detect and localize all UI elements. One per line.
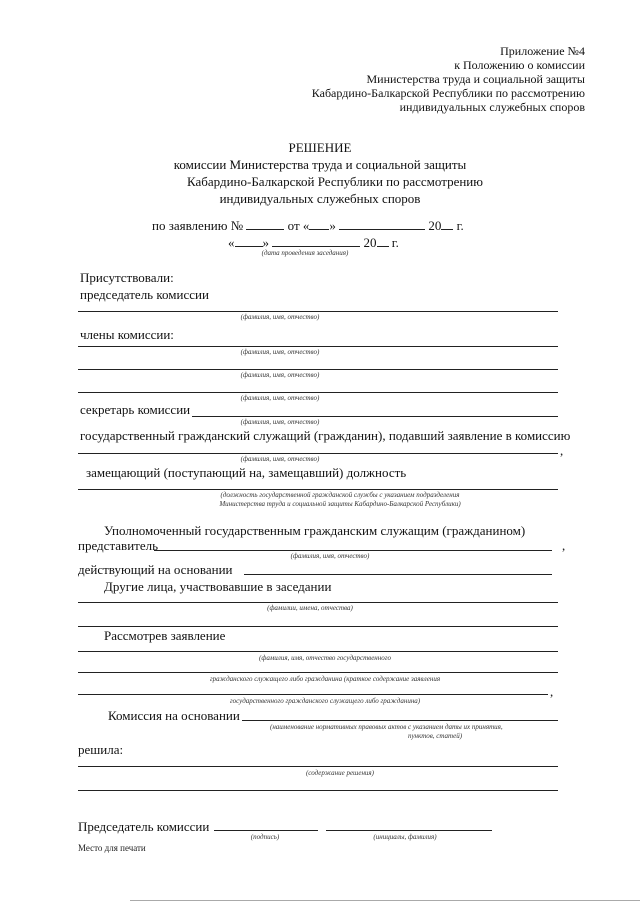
applicant-label: государственный гражданский служащий (гражданин), подавший заявление в комиссию — [80, 428, 571, 443]
consideration-hint: (фамилия, имя, отчество государственного — [259, 654, 391, 662]
application-month-field[interactable] — [339, 218, 425, 230]
signature-hint: (подпись) — [250, 833, 280, 841]
consideration-line[interactable] — [78, 651, 558, 652]
chairman-signature-label: Председатель комиссии — [78, 819, 210, 834]
from-label: от « — [287, 218, 310, 233]
fio-hint: (фамилия, имя, отчество) — [240, 455, 320, 463]
application-year-field[interactable] — [441, 218, 453, 230]
member-fio-line[interactable] — [78, 369, 558, 370]
fio-hint: (фамилия, имя, отчество) — [240, 348, 320, 356]
comma: , — [562, 538, 566, 553]
consideration-hint: государственного гражданского служащего либо гражданина) — [229, 697, 421, 705]
year-prefix: 20 — [428, 218, 442, 233]
comma: , — [550, 684, 554, 699]
appendix-line: к Положению о комиссии — [454, 58, 585, 72]
representative-label: Уполномоченный государственным гражданским служащим (гражданином) — [104, 523, 526, 538]
initials-line[interactable] — [326, 830, 492, 831]
decision-label: решила: — [78, 742, 124, 757]
application-line — [152, 218, 464, 233]
position-label: замещающий (поступающий на, замещавший) должность — [86, 465, 407, 480]
appendix-header — [312, 44, 585, 114]
secretary-label: секретарь комиссии — [80, 402, 191, 417]
footer-divider — [130, 900, 640, 901]
quote-open: « — [228, 235, 235, 250]
title-line: Кабардино-Балкарской Республики по рассмотрению — [187, 174, 483, 189]
chairman-fio-line[interactable] — [78, 311, 558, 312]
appendix-line: Министерства труда и социальной защиты — [366, 72, 585, 86]
appendix-line: Кабардино-Балкарской Республики по рассмотрению — [311, 86, 585, 100]
appendix-line: индивидуальных служебных споров — [399, 100, 585, 114]
position-hint: (должность государственной гражданской службы с указанием подразделения — [220, 491, 460, 499]
fio-hint: (фамилия, имя, отчество) — [240, 394, 320, 402]
commission-basis-line[interactable] — [242, 720, 558, 721]
member-fio-line[interactable] — [78, 392, 558, 393]
application-day-field[interactable] — [309, 218, 329, 230]
others-line[interactable] — [78, 602, 558, 603]
meeting-month-field[interactable] — [272, 235, 360, 247]
members-label: члены комиссии: — [80, 327, 174, 342]
document-title: РЕШЕНИЕ — [288, 140, 352, 155]
stamp-place: Место для печати — [78, 843, 146, 853]
quote-close: » — [262, 235, 269, 250]
title-line: индивидуальных служебных споров — [219, 191, 421, 206]
title-line: комиссии Министерства труда и социальной защиты — [173, 157, 467, 172]
secretary-fio-line[interactable] — [192, 416, 558, 417]
basis-hint: пунктов, статей) — [407, 732, 463, 740]
acting-basis-label: действующий на основании — [78, 562, 233, 577]
year-suffix: г. — [456, 218, 464, 233]
representative-fio-line[interactable] — [154, 550, 552, 551]
application-number-field[interactable] — [246, 218, 284, 230]
consideration-line[interactable] — [78, 694, 548, 695]
meeting-year-field[interactable] — [377, 235, 389, 247]
fio-hint: (фамилия, имя, отчество) — [290, 552, 370, 560]
member-fio-line[interactable] — [78, 346, 558, 347]
commission-basis-label: Комиссия на основании — [108, 708, 240, 723]
applicant-fio-line[interactable] — [78, 453, 558, 454]
position-line[interactable] — [78, 489, 558, 490]
decision-line[interactable] — [78, 790, 558, 791]
appendix-line: Приложение №4 — [500, 44, 585, 58]
decision-line[interactable] — [78, 766, 558, 767]
acting-basis-line[interactable] — [244, 574, 552, 575]
others-line[interactable] — [78, 626, 558, 627]
decision-hint: (содержание решения) — [305, 769, 375, 777]
consideration-line[interactable] — [78, 672, 558, 673]
consideration-label: Рассмотрев заявление — [104, 628, 226, 643]
others-hint: (фамилии, имена, отчества) — [267, 604, 353, 612]
representative-label-2: представитель — [78, 538, 159, 553]
quote-close: » — [329, 218, 336, 233]
application-label: по заявлению № — [152, 218, 244, 233]
others-label: Другие лица, участвовавшие в заседании — [104, 579, 332, 594]
fio-hint: (фамилия, имя, отчество) — [240, 371, 320, 379]
year-suffix: г. — [391, 235, 399, 250]
meeting-date-hint: (дата проведения заседания) — [261, 249, 349, 257]
present-label: Присутствовали: — [80, 270, 174, 285]
consideration-hint: гражданского служащего либо гражданина (краткое содержание заявления — [209, 675, 441, 683]
basis-hint: (наименование нормативных правовых актов с указанием даты их принятия, — [270, 723, 503, 731]
meeting-date-line — [228, 235, 399, 250]
year-prefix: 20 — [363, 235, 377, 250]
comma: , — [560, 443, 564, 458]
meeting-day-field[interactable] — [235, 235, 263, 247]
fio-hint: (фамилия, имя, отчество) — [240, 313, 320, 321]
signature-line[interactable] — [214, 830, 318, 831]
position-hint: Министерства труда и социальной защиты Кабардино-Балкарской Республики) — [219, 500, 461, 508]
initials-hint: (инициалы, фамилия) — [373, 833, 437, 841]
chairman-label: председатель комиссии — [80, 287, 209, 302]
fio-hint: (фамилия, имя, отчество) — [240, 418, 320, 426]
